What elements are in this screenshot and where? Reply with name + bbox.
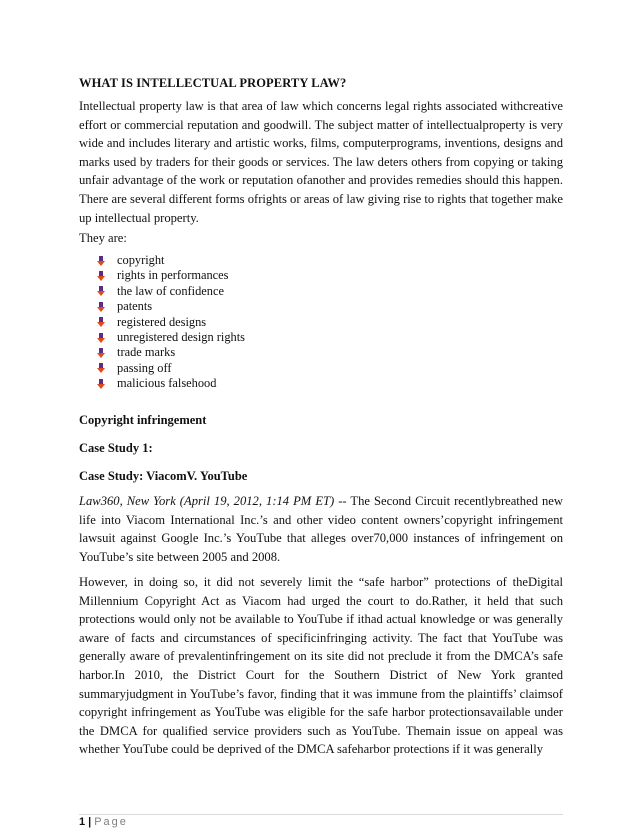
analysis-paragraph: However, in doing so, it did not severely limit the “safe harbor” protections of theDigital Millennium Copyright Act as Viacom had urged the court to do.Rather, it held that such protections would only not be available to YouTube if ithad actual knowledge or was generally aware of facts and circumstances of specificinfringing activity. The fact that YouTube was generally aware of prevalentinfringement on its site did not preclude it from the DMCA’s safe harbor.In 2010, the District Court for the Southern District of New York granted summaryjudgment in YouTube’s favor, finding that it was immune from the plaintiffs’ claimsof copyright infringement as YouTube was eligible for the safe harbor protectionsavailable under the DMCA for qualified service providers such as YouTube. Themain issue on appeal was whether YouTube could be deprived of the DMCA safeharbor protections if it was generally <box>79 575 563 757</box>
list-item <box>97 345 245 360</box>
page-footer <box>79 816 128 828</box>
case-study-body: -- The Second Circuit recentlybreathed new life into Viacom International Inc.’s and other video content owners’copyright infringement lawsuit against Google Inc.’s YouTube that alleges over70,000 instances of infringement on YouTube’s site between 2005 and 2008. <box>79 494 563 564</box>
document-heading: WHAT IS INTELLECTUAL PROPERTY LAW? <box>79 76 347 90</box>
arrow-down-bullet-icon <box>97 333 105 343</box>
footer-divider <box>79 814 563 815</box>
section-title: Copyright infringement <box>79 413 207 427</box>
list-item <box>97 253 245 268</box>
case-study-label: Case Study 1: <box>79 441 153 455</box>
arrow-down-bullet-icon <box>97 256 105 266</box>
arrow-down-bullet-icon <box>97 379 105 389</box>
case-study-paragraph <box>79 492 563 566</box>
footer-separator: | <box>88 816 92 828</box>
list-item-label: patents <box>117 299 153 314</box>
list-item-label: registered designs <box>117 314 207 329</box>
arrow-down-bullet-icon <box>97 271 105 281</box>
list-item <box>97 284 245 299</box>
list-item <box>97 268 245 283</box>
list-item-label: malicious falsehood <box>117 376 217 391</box>
page-number: 1 <box>79 816 86 828</box>
list-item-label: passing off <box>117 360 172 375</box>
they-are-label: They are: <box>79 231 127 245</box>
news-source: Law360, New York (April 19, 2012, 1:14 PM ET) <box>79 494 335 508</box>
list-item <box>97 315 245 330</box>
arrow-down-bullet-icon <box>97 302 105 312</box>
page-label: Page <box>94 816 128 828</box>
list-item-label: trade marks <box>117 345 176 360</box>
arrow-down-bullet-icon <box>97 363 105 373</box>
list-item <box>97 376 245 391</box>
list-item-label: the law of confidence <box>117 283 224 298</box>
list-item-label: unregistered design rights <box>117 329 246 344</box>
arrow-down-bullet-icon <box>97 286 105 296</box>
list-item <box>97 299 245 314</box>
arrow-down-bullet-icon <box>97 317 105 327</box>
case-study-title: Case Study: ViacomV. YouTube <box>79 469 248 483</box>
arrow-down-bullet-icon <box>97 348 105 358</box>
intro-paragraph: Intellectual property law is that area of law which concerns legal rights associated withcreative effort or commercial reputation and goodwill. The subject matter of intellectualproperty is very wide and includes literary and artistic works, films, computerprograms, inventions, designs and marks used by traders for their goods or services. The law deters others from copying or taking unfair advantage of the work or reputation ofanother and provides remedies should this happen. There are several different forms ofrights or areas of law giving rise to rights that together make up intellectual property. <box>79 99 563 225</box>
ip-rights-list <box>97 253 245 392</box>
list-item-label: copyright <box>117 253 165 267</box>
list-item-label: rights in performances <box>117 268 229 283</box>
list-item <box>97 361 245 376</box>
list-item <box>97 330 245 345</box>
